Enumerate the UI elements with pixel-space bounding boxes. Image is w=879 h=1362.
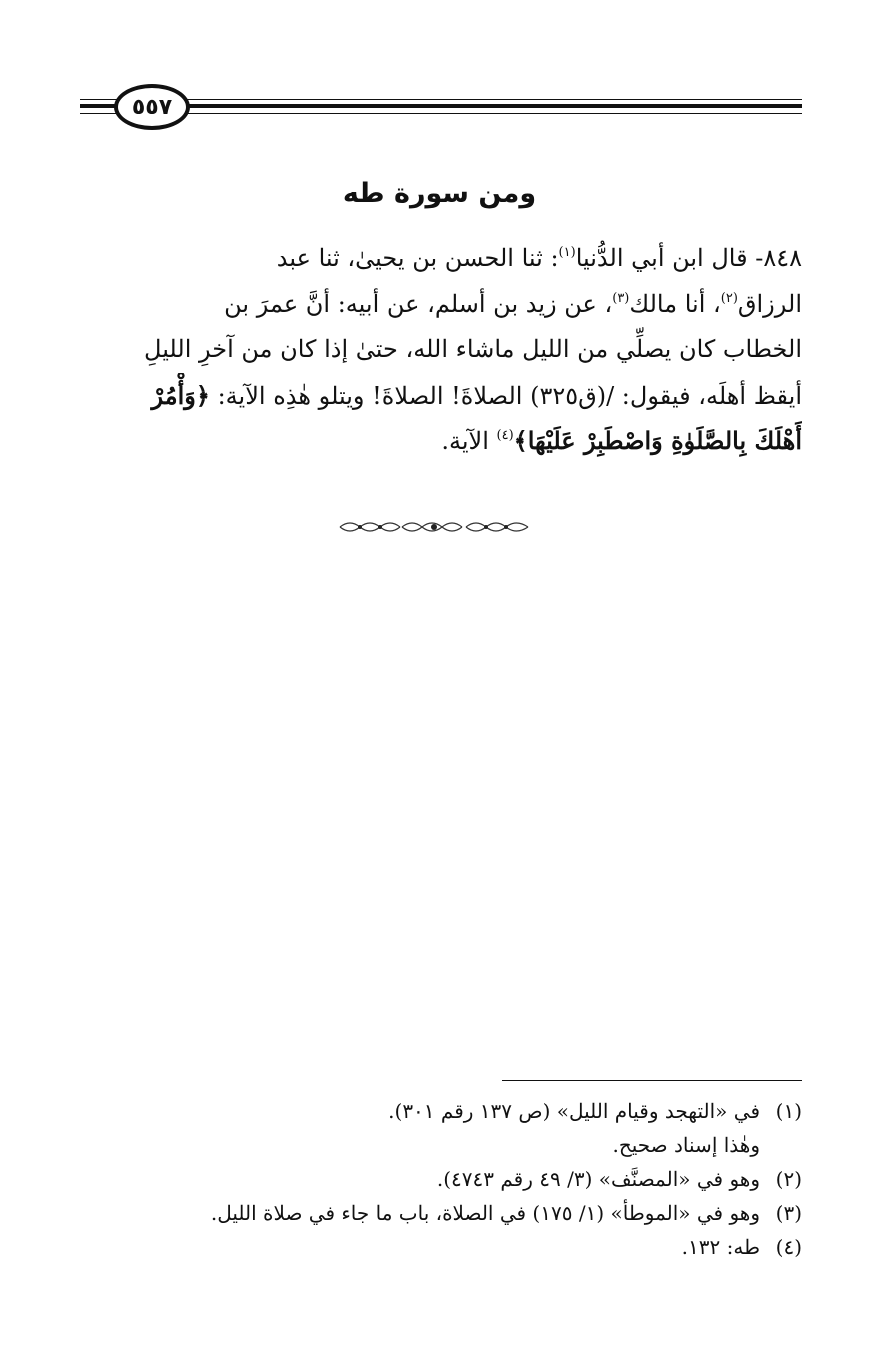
hadith-number: ٨٤٨- <box>755 244 802 272</box>
footnote-ref-2: (٢) <box>720 290 738 306</box>
page-header <box>80 84 802 130</box>
quran-verse-end: أَهْلَكَ بِالصَّلَوٰةِ وَاصْطَبِرْ عَلَيْهَا﴾ <box>513 426 802 455</box>
line-text: قال ابن أبي الدُّنيا <box>575 244 748 272</box>
hadith-paragraph <box>78 236 802 464</box>
footnote-item <box>80 1094 802 1128</box>
footnote-text: طه: ١٣٢. <box>681 1235 760 1259</box>
line-text: : ثنا الحسن بن يحيىٰ، ثنا عبد <box>276 244 559 272</box>
footnote-number: (١) <box>775 1099 802 1123</box>
footnote-ref-1: (١) <box>558 245 576 260</box>
footnote-number: (٢) <box>775 1167 802 1191</box>
page-number: ٥٥٧ <box>114 84 190 130</box>
quran-verse-start: ﴿وَأْمُرْ <box>151 380 210 410</box>
footnote-item-continuation <box>80 1128 802 1162</box>
footnote-number: (٣) <box>775 1201 802 1225</box>
footnote-text: وهو في «المصنَّف» (٣/ ٤٩ رقم ٤٧٤٣). <box>436 1167 760 1191</box>
paragraph-line-1 <box>78 236 802 282</box>
footnote-continuation-text: وهٰذا إسناد صحيح. <box>612 1133 760 1157</box>
footnote-text: وهو في «الموطأ» (١/ ١٧٥) في الصلاة، باب ما جاء في صلاة الليل. <box>210 1201 760 1225</box>
footnote-separator <box>502 1080 802 1081</box>
paragraph-line-3 <box>78 327 802 373</box>
footnote-number: (٤) <box>775 1235 802 1259</box>
line-text: ، أنا مالك <box>629 289 721 318</box>
line-text: ، عن زيد بن أسلم، عن أبيه: أنَّ عمرَ بن <box>224 289 613 318</box>
footnote-ref-3: (٣) <box>612 290 630 306</box>
line-text: الآية. <box>441 427 489 455</box>
footnote-item <box>80 1196 802 1230</box>
paragraph-line-2 <box>78 282 802 328</box>
footnote-item <box>80 1162 802 1196</box>
paragraph-line-5 <box>78 418 802 464</box>
paragraph-line-4 <box>78 373 802 419</box>
line-text: أيقظ أهلَه، فيقول: /(ق٣٢٥) الصلاةَ! الصلاةَ! ويتلو هٰذِه الآية: <box>217 381 802 410</box>
footnote-item <box>80 1230 802 1264</box>
chapter-title: ومن سورة طه <box>342 178 537 209</box>
footnote-ref-4: (٤) <box>496 428 514 443</box>
footnote-text: في «التهجد وقيام الليل» (ص ١٣٧ رقم ٣٠١). <box>388 1099 760 1123</box>
line-text: الخطاب كان يصلِّي من الليل ماشاء الله، حتىٰ إذا كان من آخرِ الليلِ <box>144 335 802 363</box>
ornament-divider-icon <box>336 516 532 538</box>
footnotes-list <box>80 1094 802 1264</box>
line-text: الرزاق <box>737 289 802 318</box>
